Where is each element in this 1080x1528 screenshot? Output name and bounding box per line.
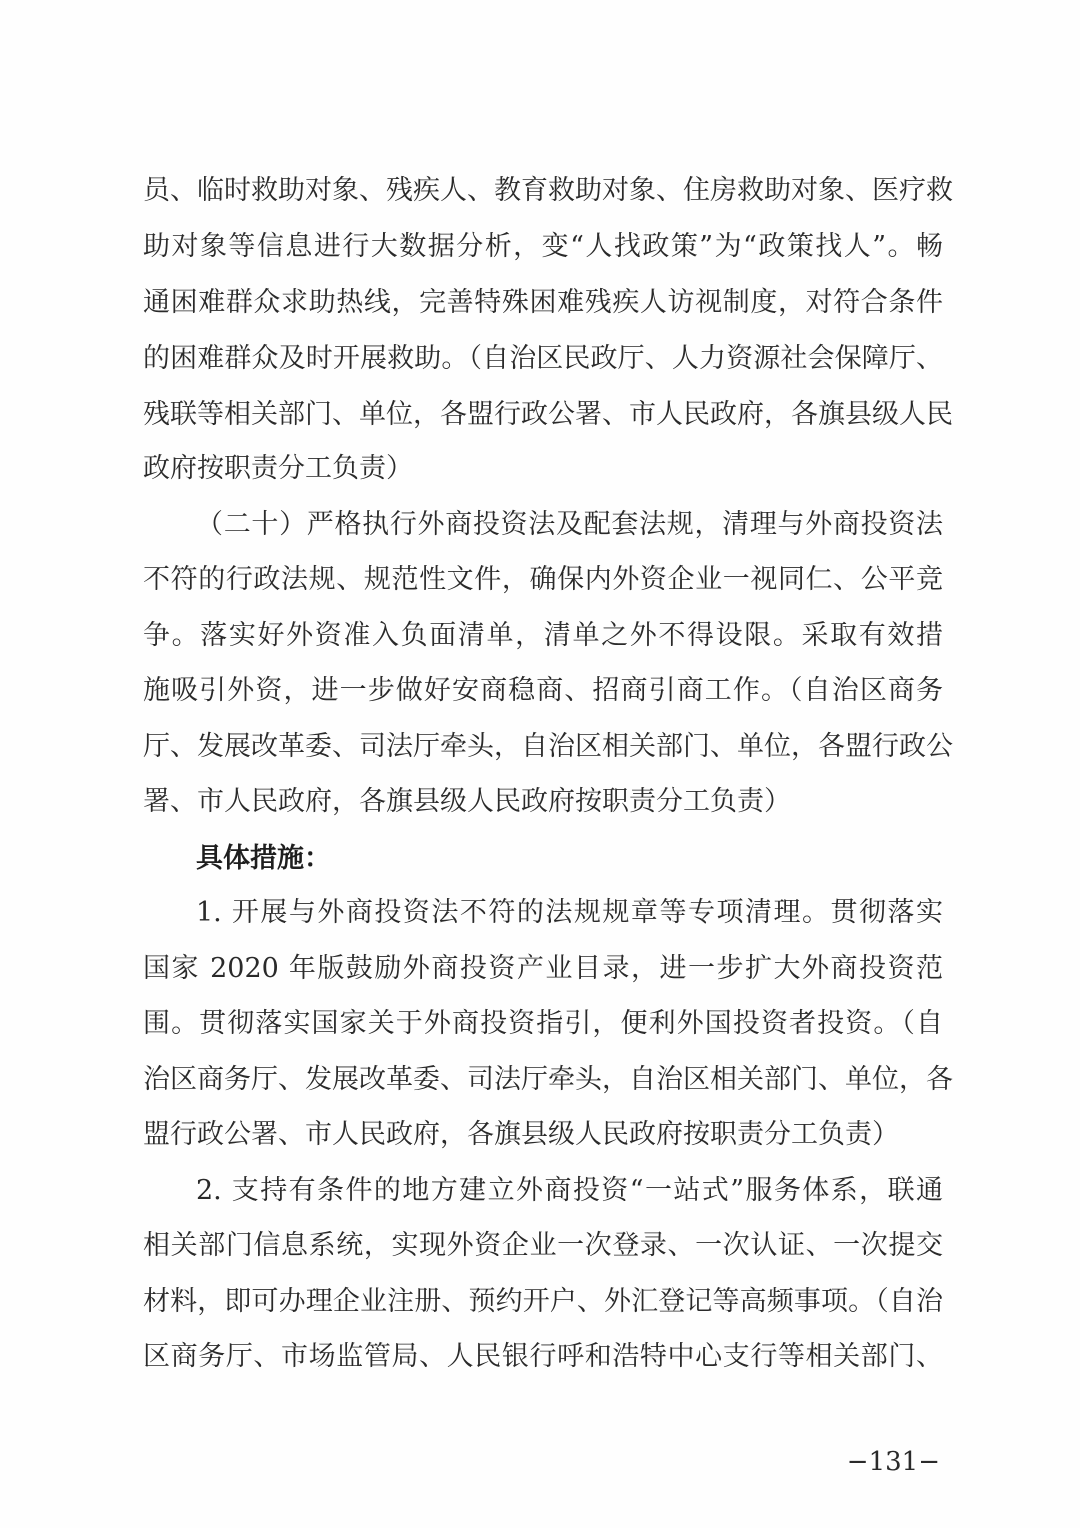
paragraph-line: 不符的行政法规、规范性文件，确保内外资企业一视同仁、公平竞 — [143, 564, 943, 595]
paragraph-line: 1. 开展与外商投资法不符的法规规章等专项清理。贯彻落实 — [196, 897, 943, 928]
paragraph-line: 通困难群众求助热线，完善特殊困难残疾人访视制度，对符合条件 — [143, 287, 943, 318]
paragraph-line: 盟行政公署、市人民政府，各旗县级人民政府按职责分工负责） — [143, 1119, 899, 1150]
section-heading: 具体措施： — [196, 843, 331, 874]
paragraph-line: 的困难群众及时开展救助。（自治区民政厅、人力资源社会保障厅、 — [143, 343, 943, 374]
paragraph-line: 2. 支持有条件的地方建立外商投资“一站式”服务体系，联通 — [196, 1175, 943, 1206]
paragraph-line: 厅、发展改革委、司法厅牵头，自治区相关部门、单位，各盟行政公 — [143, 731, 953, 762]
paragraph-line: 政府按职责分工负责） — [143, 453, 413, 484]
page-number: −131− — [846, 1447, 940, 1477]
paragraph-line: 争。落实好外资准入负面清单，清单之外不得设限。采取有效措 — [143, 620, 943, 651]
paragraph-line: （二十）严格执行外商投资法及配套法规，清理与外商投资法 — [196, 509, 943, 540]
paragraph-line: 相关部门信息系统，实现外资企业一次登录、一次认证、一次提交 — [143, 1230, 943, 1261]
paragraph-line: 国家 2020 年版鼓励外商投资产业目录，进一步扩大外商投资范 — [143, 953, 943, 984]
paragraph-line: 区商务厅、市场监管局、人民银行呼和浩特中心支行等相关部门、 — [143, 1341, 943, 1372]
paragraph-line: 助对象等信息进行大数据分析，变“人找政策”为“政策找人”。畅 — [143, 231, 943, 262]
paragraph-line: 残联等相关部门、单位，各盟行政公署、市人民政府，各旗县级人民 — [143, 399, 953, 430]
paragraph-line: 署、市人民政府，各旗县级人民政府按职责分工负责） — [143, 786, 791, 817]
paragraph-line: 员、临时救助对象、残疾人、教育救助对象、住房救助对象、医疗救 — [143, 175, 953, 206]
paragraph-line: 围。贯彻落实国家关于外商投资指引，便利外国投资者投资。（自 — [143, 1008, 943, 1039]
paragraph-line: 施吸引外资，进一步做好安商稳商、招商引商工作。（自治区商务 — [143, 675, 943, 706]
paragraph-line: 材料，即可办理企业注册、预约开户、外汇登记等高频事项。（自治 — [143, 1286, 943, 1317]
paragraph-line: 治区商务厅、发展改革委、司法厅牵头，自治区相关部门、单位，各 — [143, 1064, 953, 1095]
